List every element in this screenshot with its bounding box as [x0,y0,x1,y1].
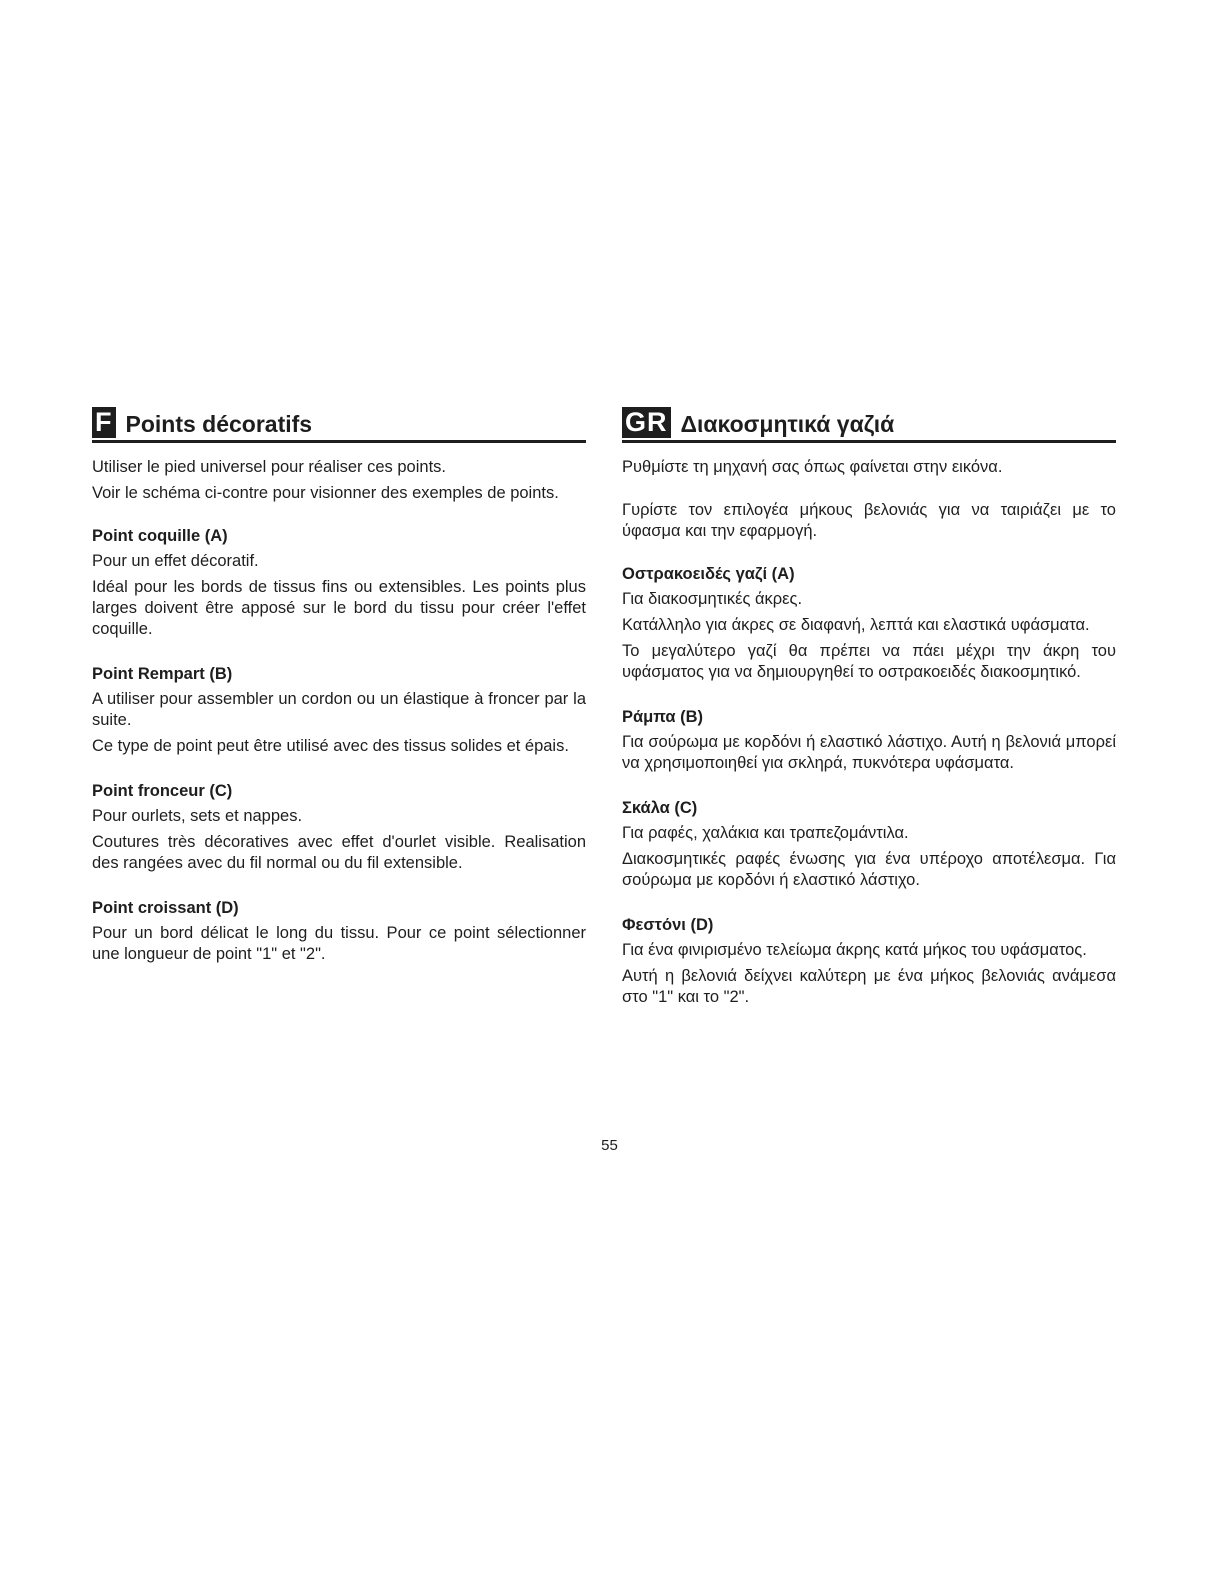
intro-paragraph: Voir le schéma ci-contre pour visionner des exemples de points. [92,484,559,502]
page-number: 55 [601,1137,618,1154]
stitch-section-scallop [622,915,1116,1008]
stitch-paragraph: Για ραφές, χαλάκια και τραπεζομάντιλα. [622,824,909,842]
stitch-paragraph: Για διακοσμητικές άκρες. [622,590,803,608]
stitch-heading: Ράμπα (B) [622,708,704,726]
stitch-heading: Point coquille (A) [92,527,228,545]
stitch-paragraph: Το μεγαλύτερο γαζί θα πρέπει να πάει μέχρι την άκρη του υφάσματος για να δημιουργηθεί το οστρακοειδές διακοσμητικό. [622,642,1116,681]
stitch-heading: Point Rempart (B) [92,665,233,683]
language-badge-fr: F [92,407,116,438]
stitch-paragraph: Pour un bord délicat le long du tissu. Pour ce point sélectionner une longueur de point "1" et "2". [92,924,586,963]
stitch-heading: Point fronceur (C) [92,782,233,800]
stitch-heading: Point croissant (D) [92,899,239,917]
stitch-paragraph: Για ένα φινιρισμένο τελείωμα άκρης κατά μήκος του υφάσματος. [622,941,1087,959]
stitch-section-ladder [622,798,1116,891]
stitch-section-ladder [92,781,586,874]
french-column [92,409,586,989]
section-title-fr: Points décoratifs [125,411,313,437]
stitch-paragraph: Αυτή η βελονιά δείχνει καλύτερη με ένα μήκος βελονιάς ανάμεσα στο "1" και το "2". [622,967,1116,1006]
stitch-heading: Οστρακοειδές γαζί (A) [622,565,795,583]
stitch-paragraph: Διακοσμητικές ραφές ένωσης για ένα υπέροχο αποτέλεσμα. Για σούρωμα με κορδόνι ή ελαστικό λάστιχο. [622,850,1116,889]
intro-paragraph: Utiliser le pied universel pour réaliser ces points. [92,458,446,476]
stitch-paragraph: Κατάλληλο για άκρες σε διαφανή, λεπτά και ελαστικά υφάσματα. [622,616,1090,634]
stitch-section-rampart [622,707,1116,774]
stitch-heading: Σκάλα (C) [622,799,698,817]
stitch-section-shell [92,526,586,640]
stitch-paragraph: Pour ourlets, sets et nappes. [92,807,303,825]
stitch-paragraph: Coutures très décoratives avec effet d'ourlet visible. Realisation des rangées avec du fil normal ou du fil extensible. [92,833,586,872]
section-title-gr: Διακοσμητικά γαζιά [680,411,895,437]
french-header [92,409,586,443]
stitch-paragraph: Ce type de point peut être utilisé avec des tissus solides et épais. [92,737,569,755]
language-badge-gr: GR [622,407,671,438]
stitch-paragraph: Idéal pour les bords de tissus fins ou extensibles. Les points plus larges doivent être apposé sur le bord du tissu pour créer l'effet coquille. [92,578,586,638]
stitch-heading: Φεστόνι (D) [622,916,714,934]
stitch-section-rampart [92,664,586,757]
intro-paragraph: Ρυθμίστε τη μηχανή σας όπως φαίνεται στην εικόνα. [622,458,1003,476]
stitch-section-crescent [92,898,586,965]
stitch-paragraph: A utiliser pour assembler un cordon ou un élastique à froncer par la suite. [92,690,586,729]
stitch-section-shell [622,564,1116,683]
stitch-paragraph: Για σούρωμα με κορδόνι ή ελαστικό λάστιχο. Αυτή η βελονιά μπορεί να χρησιμοποιηθεί για σκληρά, πυκνότερα υφάσματα. [622,733,1116,772]
greek-column [622,409,1116,1032]
french-content [92,457,586,965]
stitch-paragraph: Pour un effet décoratif. [92,552,259,570]
greek-header [622,409,1116,443]
greek-content [622,457,1116,1008]
intro-paragraph: Γυρίστε τον επιλογέα μήκους βελονιάς για να ταιριάζει με το ύφασμα και την εφαρμογή. [622,501,1116,540]
